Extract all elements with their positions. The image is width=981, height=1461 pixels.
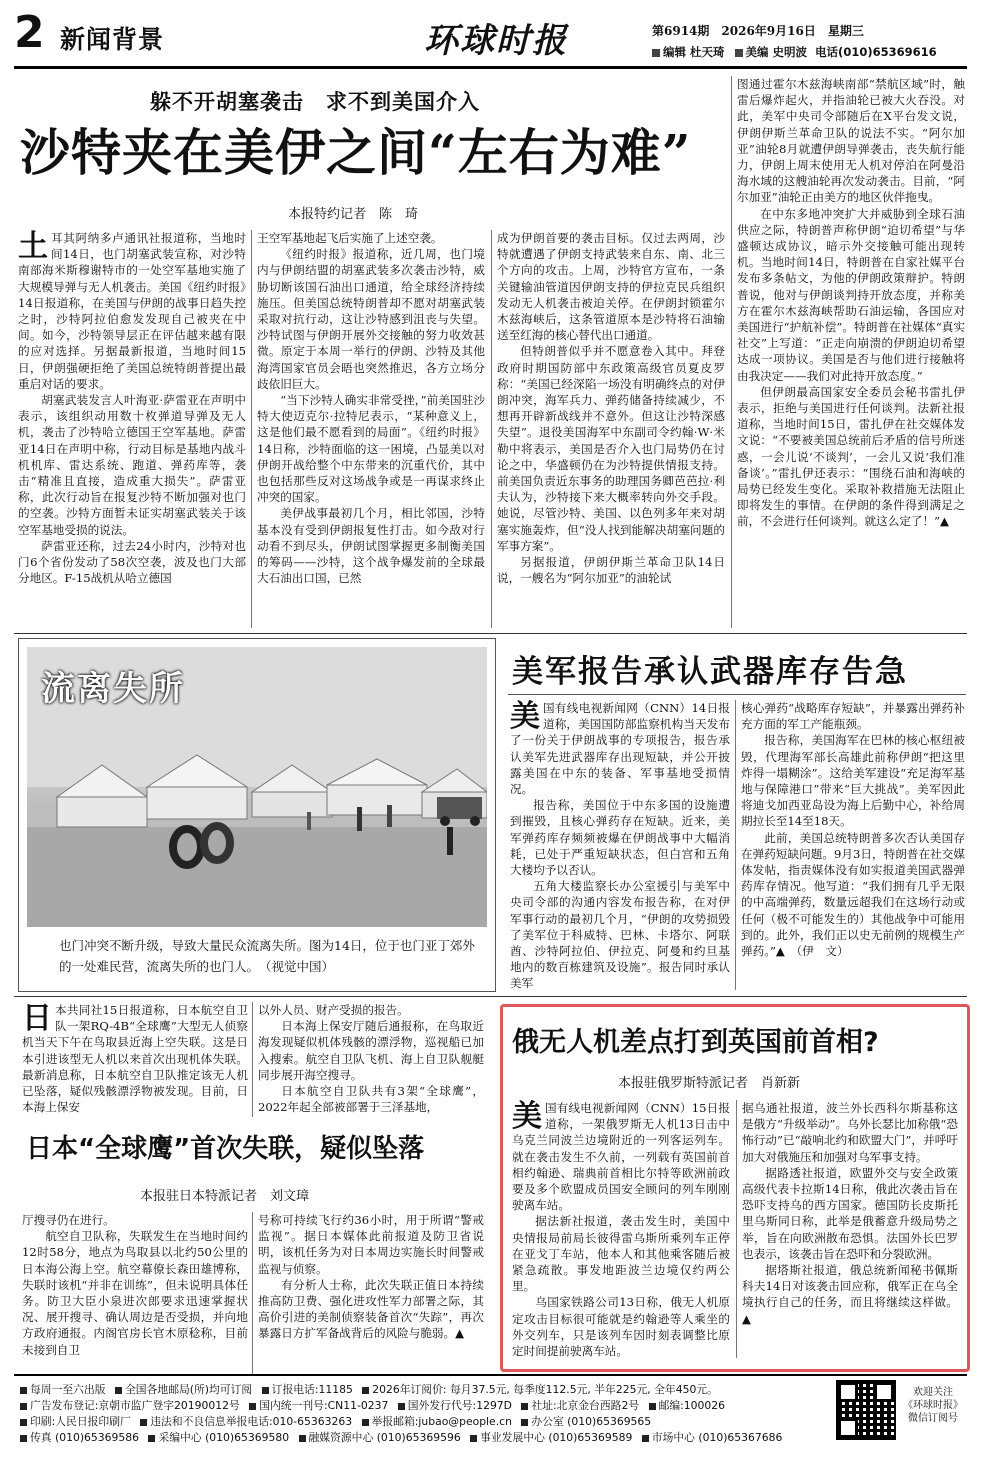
bullet-icon: [521, 1419, 528, 1426]
masthead-rule: [14, 66, 967, 69]
paragraph: 但伊朗最高国家安全委员会秘书雷扎伊表示，拒绝与美国进行任何谈判。法新社报道称，当地时间15日，雷扎伊在社交媒体发文说：“不要被美国总统前后矛盾的信号所迷惑，一会儿说‘不谈判’，一会儿又说‘我们准备谈’。”雷扎伊还表示：“围绕石油和海峡的局势已经发生变化。采取补救措施无法阻止即将发生的事情。在伊朗的条件得到满足之前，不会进行任何谈判。就这么定了！”▲: [737, 384, 965, 529]
footer-item: 国外发行代号:1297D: [407, 1399, 512, 1412]
editor-line: [646, 44, 937, 60]
column-divider: [251, 230, 252, 628]
qr-caption-line: 欢迎关注: [913, 1387, 953, 1398]
paragraph: 耳其阿纳多卢通讯社报道称，当地时间14日，也门胡塞武装宣称，对沙特南部海米斯穆谢特市的一处空军基地实施了大规模导弹与无人机袭击。美国《纽约时报》14日报道称，在美国与伊朗的战事日趋失控之时，沙特阿拉伯愈发发现自己被夹在中间。如今，沙特领导层正在评估越来越有限的应对选择。另据最新报道，当地时间15日，伊朗强硬拒绝了美国总统特朗普提出最重启对话的要求。: [18, 231, 246, 391]
footer-item: 国内统一刊号:CN11-0237: [259, 1399, 389, 1412]
lead-kicker: 躲不开胡塞袭击 求不到美国介入: [150, 89, 480, 114]
footer-item: 每周一至六出版: [30, 1383, 106, 1396]
paragraph: 据塔斯社报道，俄总统新闻秘书佩斯科夫14日对该袭击回应称，俄军正在乌全境执行自己的任务，而且将继续这样做。▲: [742, 1263, 958, 1326]
japan-column-1a: [22, 1002, 248, 1117]
bullet-icon: [362, 1387, 369, 1394]
footer-item: 违法和不良信息举报电话:010-65363263: [150, 1415, 353, 1428]
lead-dropcap: 土: [18, 230, 48, 264]
bullet-icon: [362, 1419, 369, 1426]
column-divider: [252, 1212, 253, 1374]
japan-column-2a: [258, 1002, 484, 1117]
lead-column-1: [18, 230, 246, 628]
lead-column-4: [737, 76, 965, 628]
qr-caption-line: 《环球时报》: [903, 1400, 963, 1411]
lead-column-3: [497, 230, 725, 628]
japan-column-2b: [258, 1212, 484, 1374]
qr-caption: [898, 1386, 968, 1425]
square-icon: [652, 49, 660, 57]
paragraph: 此前，美国总统特朗普多次否认美国存在弹药短缺问题。9月3日，特朗普在社交媒体发帖，指责媒体没有如实报道美国武器弹药库存情况。他写道：“我们拥有几乎无限的中高端弹药，数量远超我们在这场行动或任何（极不可能发生的）其他战争中可能用到的。此外，我们正以史无前例的规模生产弹药。”▲ （伊 文）: [741, 830, 965, 959]
footer-row-1: [14, 1382, 718, 1397]
paragraph: 报告称，美国海军在巴林的核心枢纽被毁，代理海军部长高雄此前称伊朗“把这里炸得一塌糊涂”。这给美军建设“充足海军基地与保障港口”带来“巨大挑战”。美军因此将迪戈加西亚岛设为海上后勤中心，补给周期拉长至14至18天。: [741, 733, 965, 829]
paragraph: 五角大楼监察长办公室援引与美军中央司令部的沟通内容发布报告称，在对伊军事行动的最初几个月，“伊朗的攻势损毁了美军位于科威特、巴林、卡塔尔、阿联酋、沙特阿拉伯、伊拉克、阿曼和约旦基地内的数百栋建筑及设施”。报告同时承认美军: [510, 879, 730, 990]
designer-label: 美编: [745, 45, 769, 59]
paragraph: 本共同社15日报道称，日本航空自卫队一架RQ-4B“全球鹰”大型无人侦察机当天下午在鸟取县近海上空失联。这是日本引进该型无人机以来首次出现机体失联。最新消息称，日本航空自卫队推定该无人机已坠落，疑似残骸漂浮物被发现。目前，日本海上保安: [22, 1003, 248, 1115]
paragraph: 成为伊朗首要的袭击目标。仅过去两周，沙特就遭遇了伊朗支持武装来自东、南、北三个方向的攻击。上周，沙特官方宣布，一条关键输油管道因伊朗支持的伊拉克民兵组织发动无人机袭击被迫关停。在伊朗封锁霍尔木兹海峡后，这条管道原本是沙特将石油输送至红海的核心替代出口通道。: [497, 231, 725, 343]
column-divider: [731, 76, 732, 628]
column-divider: [491, 230, 492, 628]
bullet-icon: [148, 1435, 155, 1442]
arsenal-rule: [508, 694, 966, 695]
footer-item: 印刷:人民日报印刷厂: [30, 1415, 131, 1428]
paragraph: 有分析人士称，此次失联正值日本持续推高防卫费、强化进攻性军力部署之际，其高价引进的美制侦察装备首次“失踪”，再次暴露日方扩军备战背后的风险与脆弱。▲: [258, 1277, 484, 1341]
paragraph: 美伊战事最初几个月，相比邻国，沙特基本没有受到伊朗报复性打击。如今敌对行动看不到尽头，伊朗试图掌握更多制衡美国的筹码——沙特，这个战争爆发前的全球最大石油出口国，已然: [257, 506, 485, 586]
paragraph: 国有线电视新闻网（CNN）15日报道称，一架俄罗斯无人机13日击中乌克兰同波兰边境附近的一列客运列车。就在袭击发生不久前，一列载有英国前首相约翰逊、瑞典前首相比尔特等欧洲前政要及多个欧盟成员国安全顾问的列车刚刚驶离车站。: [512, 1101, 730, 1213]
footer-row-4: [14, 1430, 782, 1445]
footer-item: 订报电话:11185: [271, 1383, 353, 1396]
paragraph: 图通过霍尔木兹海峡南部“禁航区域”时，触雷后爆炸起火，并指油轮已被大火吞没。对此，美军中央司令部随后在X平台发文说，伊朗伊斯兰革命卫队的说法不实。“阿尔加亚”油轮8月就遭伊朗导弹袭击，丧失航行能力，伊朗上周末使用无人机对停泊在阿曼沿海水域的这艘油轮再次发动袭击。目前，“阿尔加亚”油轮正由美方的地区伙伴拖曳。: [737, 77, 965, 205]
column-divider: [735, 700, 736, 990]
paragraph: 核心弹药“战略库存短缺”，并暴露出弹药补充方面的军工产能瓶颈。: [741, 701, 965, 732]
photo-frame: [18, 638, 496, 992]
footer-item: 传真 (010)65369586: [30, 1431, 140, 1444]
footer-item: 全国各地邮局(所)均可订阅: [125, 1383, 253, 1396]
paragraph: “当下沙特人确实非常受挫，”前美国驻沙特大使迈克尔·拉特尼表示，“某种意义上，这是他们最不愿看到的局面”。《纽约时报》14日称，沙特面临的这一困境，凸显美以对伊朗开战给整个中东带来的沉重代价，其中也包括那些反对这场战争或是一再谋求终止冲突的国家。: [257, 393, 485, 505]
paragraph: 萨雷亚还称，过去24小时内，沙特对也门6个省份发动了58次空袭，波及也门大部分地区。F-15战机从哈立德国: [18, 538, 246, 586]
lead-headline: 沙特夹在美伊之间“左右为难”: [20, 123, 692, 182]
section-title: 新闻背景: [60, 25, 165, 54]
lead-byline: 本报特约记者 陈 琦: [288, 207, 419, 222]
japan-headline: 日本“全球鹰”首次失联，疑似坠落: [26, 1134, 425, 1164]
bullet-icon: [249, 1403, 256, 1410]
newspaper-logo: 环球时报: [424, 21, 568, 61]
lead-column-2: [257, 230, 485, 628]
footer-item: 2026年订阅价: 每月37.5元, 每季度112.5元, 半年225元, 全年450元。: [372, 1383, 718, 1396]
arsenal-headline: 美军报告承认武器库存告急: [512, 654, 908, 690]
square-icon: [735, 49, 743, 57]
footer-item: 社址:北京金台西路2号: [531, 1399, 640, 1412]
paragraph: 在中东多地冲突扩大并威胁到全球石油供应之际，特朗普声称伊朗“迫切希望”与华盛顿达成协议，暗示外交接触可能出现转机。当地时间14日，特朗普在自家社媒平台发布多条帖文，为他的伊朗政策辩护。特朗普说，他对与伊朗谈判持开放态度，并称美方在霍尔木兹海峡帮助石油运输，各国应对美国进行“护航补偿”。特朗普在社媒体“真实社交”上写道：“正走向崩溃的伊朗迫切希望达成一项协议。美国是否与他们进行接触将由我决定——我们对此持开放态度。”: [737, 206, 965, 383]
footer-row-2: [14, 1398, 725, 1413]
japan-dropcap: 日: [22, 1002, 52, 1036]
issue-line: 第6914期 2026年9月16日 星期三: [652, 24, 864, 38]
paragraph: 据路透社报道，欧盟外交与安全政策高级代表卡拉斯14日称，俄此次袭击旨在恐吓支持乌的西方国家。德国防长皮斯托里乌斯同日称，此举是俄蓄意升级局势之举，旨在向欧洲散布恐惧。法国外长巴罗也表示，该袭击旨在恐吓和分裂欧洲。: [742, 1165, 958, 1261]
paragraph: 据法新社报道，袭击发生时，美国中央情报局前局长彼得雷乌斯所乘列车正停在亚戈丁车站，他本人和其他乘客随后被紧急疏散。事发地距波兰边境仅约两公里。: [512, 1214, 730, 1294]
footer-item: 市场中心 (010)65367686: [651, 1431, 783, 1444]
page-number: 2: [14, 7, 45, 58]
japan-column-1b: [22, 1212, 248, 1374]
footer-row-3: [14, 1414, 651, 1429]
bullet-icon: [20, 1435, 27, 1442]
section-rule: [14, 996, 967, 997]
drone-dropcap: 美: [512, 1100, 542, 1134]
bullet-icon: [140, 1419, 147, 1426]
editor-name: 杜天琦: [690, 45, 725, 59]
bullet-icon: [299, 1435, 306, 1442]
designer-name: 史明波: [772, 45, 808, 59]
paragraph: 王空军基地起飞后实施了上述空袭。: [257, 231, 443, 245]
qr-caption-line: 微信订阅号: [908, 1413, 958, 1424]
paragraph: 航空自卫队称，失联发生在当地时间约12时58分，地点为鸟取县以北约50公里的日本海公海上空。航空幕僚长森田雄博称，失联时该机“并非在训练”，但未说明具体任务。防卫大臣小泉进次郎要求迅速掌握状况、展开搜寻、确认周边是否受损，并向地方政府通报。内阁官房长官木原稔称，目前未接到自卫: [22, 1229, 248, 1357]
paragraph: 乌国家铁路公司13日称，俄无人机原定攻击目标很可能就是约翰逊等人乘坐的外交列车，只是该列车因时刻表调整比原定时间提前驶离车站。: [512, 1295, 730, 1359]
paragraph: 国有线电视新闻网（CNN）14日报道称，美国国防部监察机构当天发布了一份关于伊朗战事的专项报告，报告承认美军先进武器库存出现短缺，并公开披露美国在中东的装备、军事基地受损情况。: [510, 701, 730, 797]
drone-column-1: [512, 1100, 730, 1360]
bullet-icon: [20, 1419, 27, 1426]
paragraph: 《纽约时报》报道称，近几周，也门境内与伊朗结盟的胡塞武装多次袭击沙特，威胁切断该国石油出口通道，给全球经济持续施压。但美国总统特朗普却不愿对胡塞武装采取对抗行动，这让沙特感到沮丧与失望。沙特试图与伊朗开展外交接触的努力收效甚微。原定于本周一举行的伊朗、沙特及其他海湾国家官员会晤也突然推迟，各方立场分歧依旧巨大。: [257, 247, 485, 391]
footer-item: 采编中心 (010)65369580: [158, 1431, 290, 1444]
arsenal-column-2: [741, 700, 965, 990]
drone-headline: 俄无人机差点打到英国前首相?: [512, 1027, 879, 1058]
footer-item: 邮编:100026: [658, 1399, 726, 1412]
paragraph: 以外人员、财产受损的报告。: [258, 1003, 409, 1017]
bullet-icon: [262, 1387, 269, 1394]
arsenal-column-1: [510, 700, 730, 990]
editor-label: 编辑: [663, 45, 686, 59]
drone-column-2: [742, 1100, 958, 1360]
footer-item: 举报邮箱:jubao@people.cn: [371, 1415, 512, 1428]
column-divider: [252, 1002, 253, 1117]
bullet-icon: [398, 1403, 405, 1410]
paragraph: 据乌通社报道，波兰外长西科尔斯基称这是俄方“升级举动”。乌外长瑟比加称俄“恐怖行动”已“敲响北约和欧盟大门”，并呼吁加大对俄施压和加强对乌军事支持。: [742, 1101, 958, 1164]
footer-rule: [14, 1374, 967, 1376]
japan-byline: 本报驻日本特派记者 刘文璋: [140, 1189, 310, 1204]
paragraph: 日本海上保安厅随后通报称，在鸟取近海发现疑似机体残骸的漂浮物，巡视船已加入搜索。航空自卫队飞机、海上自卫队舰艇同步展开海空搜寻。: [258, 1019, 484, 1082]
paragraph: 号称可持续飞行约36小时，用于所谓“警戒监视”。据日本媒体此前报道及防卫省说明，该机任务为对日本周边实施长时间警戒监视与侦察。: [258, 1213, 484, 1276]
paragraph: 日本航空自卫队共有3架“全球鹰”，2022年起全部被部署于三泽基地，: [258, 1084, 484, 1115]
footer-item: 事业发展中心 (010)65369589: [480, 1431, 633, 1444]
qr-code[interactable]: [836, 1380, 896, 1440]
arsenal-dropcap: 美: [510, 700, 540, 734]
paragraph: 胡塞武装发言人叶海亚·萨雷亚在声明中表示，该组织动用数十枚弹道导弹及无人机，袭击了沙特哈立德国王空军基地。萨雷亚14日在声明中称，行动目标是基地内战斗机机库、雷达系统、跑道、弹药库等，袭击“精准且直接，造成重大损失”。萨雷亚称，此次行动旨在报复沙特不断加强对也门的空袭。沙特方面暂未证实胡塞武装关于该空军基地受损的说法。: [18, 393, 246, 537]
drone-byline: 本报驻俄罗斯特派记者 肖新新: [618, 1076, 801, 1091]
bullet-icon: [521, 1403, 528, 1410]
bullet-icon: [470, 1435, 477, 1442]
bullet-icon: [649, 1403, 656, 1410]
paragraph: 但特朗普似乎并不愿意卷入其中。拜登政府时期国防部中东政策高级官员夏皮罗称：“美国已经深陷一场没有明确终点的对伊朗冲突，海军兵力、弹药储备持续减少，不想再开辟新战线并不意外。但这让沙特深感失望”。退役美国海军中东副司令约翰·W·米勒中将表示，美国是否介入也门局势仍在讨论之中，华盛顿仍在为沙特提供情报支持。前美国负责近东事务的助理国务卿芭芭拉·利夫认为，沙特接下来大概率转向外交手段。她说，尽管沙特、美国、以色列多年来对胡塞实施轰炸，但“没人找到能解决胡塞问题的军事方案”。: [497, 344, 725, 553]
bullet-icon: [20, 1387, 27, 1394]
section-rule: [14, 633, 967, 634]
phone: 电话(010)65369616: [815, 45, 937, 59]
bullet-icon: [20, 1403, 27, 1410]
paragraph: 另据报道，伊朗伊斯兰革命卫队14日说，一艘名为“阿尔加亚”的油轮试: [497, 555, 725, 586]
footer-item: 广告发布登记:京朝市监广登字20190012号: [30, 1399, 240, 1412]
photo-title: 流离失所: [41, 669, 185, 709]
footer-item: 办公室 (010)65369565: [531, 1415, 652, 1428]
photo-caption: 也门冲突不断升级，导致大量民众流离失所。图为14日，位于也门亚丁郊外的一处难民营，流离失所的也门人。 （视觉中国）: [59, 938, 475, 974]
column-divider: [736, 1100, 737, 1358]
paragraph: 报告称，美国位于中东多国的设施遭到摧毁，且核心弹药存在短缺。近来，美军弹药库存频频被爆在伊朗战事中大幅消耗，已处于严重短缺状态，但白宫和五角大楼均予以否认。: [510, 798, 730, 878]
paragraph: 厅搜寻仍在进行。: [22, 1213, 115, 1227]
footer-item: 融媒资源中心 (010)65369596: [308, 1431, 461, 1444]
bullet-icon: [642, 1435, 649, 1442]
bullet-icon: [115, 1387, 122, 1394]
